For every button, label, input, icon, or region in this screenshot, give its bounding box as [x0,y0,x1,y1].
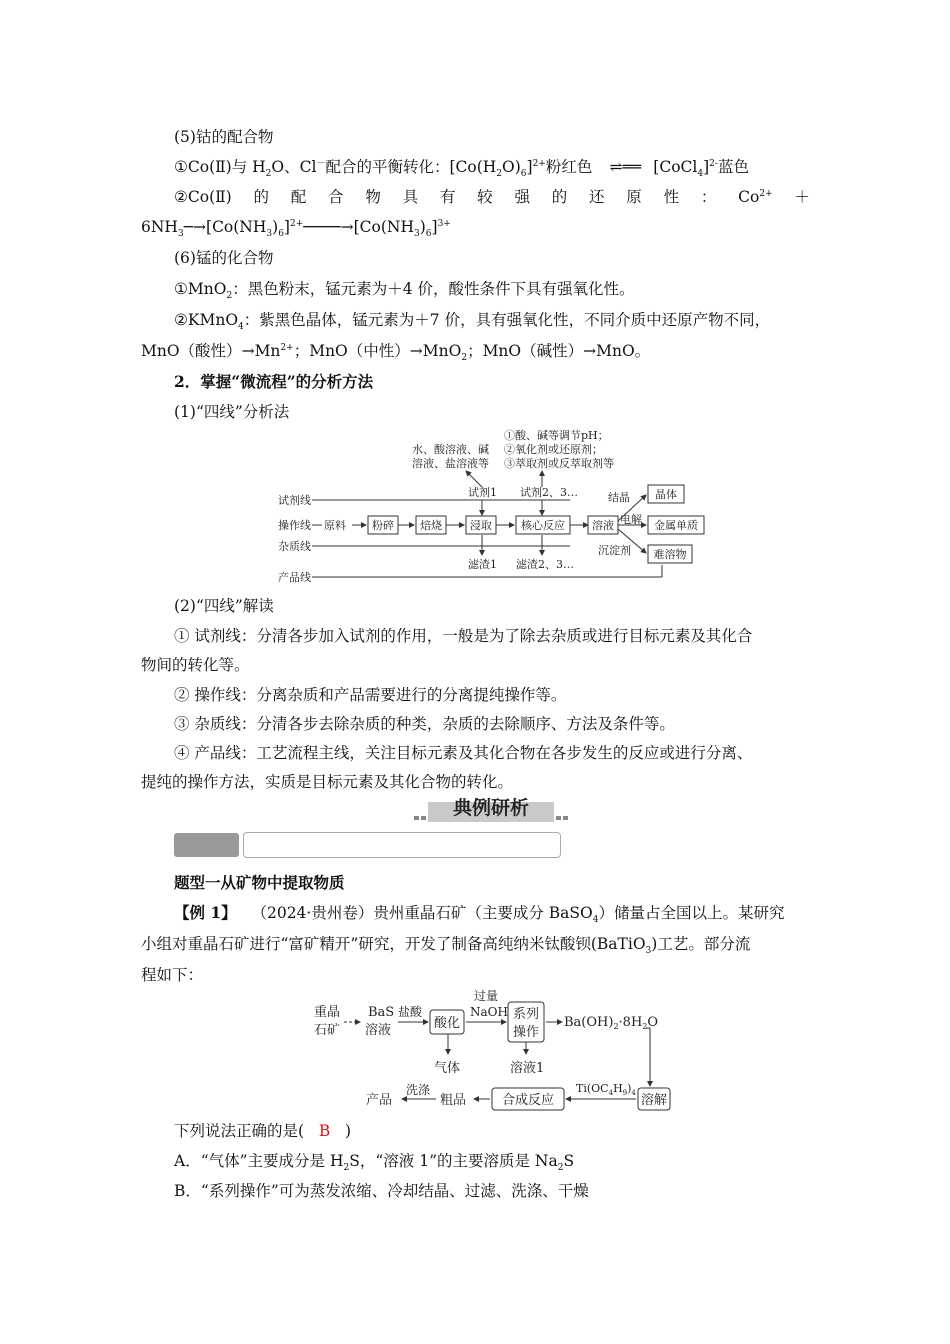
cobalt-reaction: $6NH_3─\to[Co(NH_3)_6]^{2+}────\to[Co(NH_3)_6]^{3+}$ [141,218,451,240]
question-type-bar [174,832,560,858]
series-label-2: 操作 [512,1025,540,1040]
step-crush: 粉碎 [372,519,394,532]
type-box [243,832,561,858]
dissolve-label: 溶解 [640,1093,668,1108]
line-label-reagent: 试剂线 [278,494,311,507]
example-line-1: 【例 1】 （2024·贵州卷）贵州重晶石矿（主要成分 BaSO$_4$）储量占全国以上。某研究 [174,903,785,926]
question-type-title: 题型一从矿物中提取物质 [174,873,345,892]
crude-label: 粗品 [440,1093,467,1108]
raw-material-label: 原料 [324,519,346,532]
slag1-label: 滤渣1 [468,558,497,571]
step-solution: 溶液 [592,519,614,532]
left-note-line2: 溶液、盐溶液等 [412,457,489,470]
product1-label: $Ba(OH)_2\cdot 8H_2O$ [564,1015,659,1031]
branch-precipitant: 沉淀剂 [598,544,631,557]
reagent-line-para-1: ① 试剂线：分清各步加入试剂的作用，一般是为了除去杂质或进行目标元素及其化合 [174,627,753,645]
product-line-para-2: 提纯的操作方法，实质是目标元素及其化合物的转化。 [141,773,514,791]
line-label-product: 产品线 [278,571,311,584]
product-crystal: 晶体 [655,488,677,501]
cobalt-l2-token: $Co^{2+}$ [738,188,773,206]
wash-label: 洗涤 [406,1083,431,1097]
final-product-label: 产品 [366,1093,393,1108]
product-line-para-1: ④ 产品线：工艺流程主线，关注目标元素及其化合物在各步发生的反应或进行分离、 [174,744,753,762]
section2-title: 2．掌握“微流程”的分析方法 [174,372,374,391]
bas-label-1: BaS [368,1005,395,1020]
right-note-line1: ①酸、碱等调节pH； [504,429,609,442]
cobalt-l2-token: ： [700,188,717,206]
ore-label-2: 石矿 [314,1023,341,1038]
cobalt-l2-token: 较 [477,188,493,206]
naoh-label-1: 过量 [474,989,499,1003]
cobalt-l2-token: 原 [626,188,642,206]
four-lines-method-heading: (1)“四线”分析法 [174,403,290,421]
reagent-line-para-2: 物间的转化等。 [141,656,250,674]
bas-label-2: 溶液 [365,1023,392,1038]
manganese-heading: (6)锰的化合物 [174,249,274,267]
question-stem: 下列说法正确的是( B ) [174,1122,352,1140]
four-lines-interpretation-heading: (2)“四线”解读 [174,597,274,615]
example-line-3: 程如下： [141,966,204,984]
operation-line-para: ② 操作线：分离杂质和产品需要进行的分离提纯操作等。 [174,686,567,704]
cobalt-l2-token: 有 [439,188,456,206]
cobalt-l2-token: 的 [551,188,568,206]
ti-reagent-label: $Ti(OC_4H_9)_4$ [576,1082,636,1097]
solution1-label: 溶液1 [510,1061,545,1076]
slag2-label: 滤渣2、3… [516,558,574,571]
step-roast: 焙烧 [420,519,442,532]
synthesis-label: 合成反应 [501,1093,555,1108]
cobalt-equilibrium: ①Co(Ⅱ)与 $H_2O$、Cl－配合的平衡转化：$[Co(H_2O)_6]^{2+}$粉红色 ⇌══ [CoCl$_4$]$^{2-}$蓝色 [174,158,749,180]
product-precipitate: 难溶物 [653,548,687,561]
acidify-label: 酸化 [433,1016,461,1031]
type-tab [174,833,239,857]
arrow-icon: → [583,342,597,360]
cobalt-l2-token: 性 [663,188,680,206]
equilibrium-arrow-icon: ⇌══ [609,158,642,176]
cobalt-l2-token: 合 [328,188,344,206]
impurity-line-para: ③ 杂质线：分清各步去除杂质的种类，杂质的去除顺序、方法及条件等。 [174,715,675,733]
four-lines-flow-diagram [270,425,710,590]
cobalt-l2-token: 具 [402,188,419,206]
cobalt-l2-token: 还 [589,188,605,206]
answer: B [318,1122,331,1140]
cobalt-l2-token: 的 [253,188,269,206]
step-leach: 浸取 [470,519,492,532]
left-note-line1: 水、酸溶液、碱 [412,443,489,456]
example-line-2: 小组对重晶石矿进行“富矿精开”研究，开发了制备高纯纳米钛酸钡(BaTiO$_3$)工艺。部分流 [141,935,751,957]
reagent2-label: 试剂2、3… [520,486,578,499]
cobalt-heading: (5)钴的配合物 [174,128,274,146]
branch-electrolysis: 电解 [620,513,642,526]
line-label-impurity: 杂质线 [278,540,311,553]
product-metal: 金属单质 [654,519,698,532]
line-label-operation: 操作线 [278,519,311,532]
arrow-icon: → [409,342,423,360]
cobalt-l2-token: 配 [290,188,307,206]
cobalt-l2-token: ②Co(Ⅱ) [174,188,232,206]
long-arrow-icon: ────→ [303,218,354,236]
step-core-reaction: 核心反应 [521,519,565,532]
cobalt-reduction-line [174,187,810,207]
cobalt-l2-token: 物 [365,188,381,206]
gas-label: 气体 [434,1061,461,1076]
reagent1-label: 试剂1 [468,486,497,499]
arrow-icon: ─→ [183,218,207,236]
ore-label-1: 重晶 [314,1005,341,1020]
right-note-line2: ②氧化剂或还原剂； [504,443,603,456]
section-banner [412,796,570,824]
right-note-line3: ③萃取剂或反萃取剂等 [504,457,614,470]
kmno4-line: ②KMnO$_4$：紫黑色晶体，锰元素为＋7 价，具有强氧化性，不同介质中还原产物不同， [174,311,771,333]
hcl-label: 盐酸 [398,1005,423,1019]
reduction-products-line: MnO（酸性）$\to Mn^{2+}$；MnO（中性）→MnO$_2$；MnO（碱性）→MnO。 [141,342,651,364]
arrow-icon: → [241,342,255,360]
banner-title: 典例研析 [452,797,529,819]
naoh-label-2: NaOH [470,1005,508,1019]
branch-crystallize: 结晶 [608,491,630,504]
option-b: B．“系列操作”可为蒸发浓缩、冷却结晶、过滤、洗涤、干燥 [174,1182,589,1200]
option-a: A．“气体”主要成分是 $H_2S$，“溶液 1”的主要溶质是 $Na_2S$ [174,1152,575,1174]
cobalt-l2-token: 强 [514,188,530,206]
series-label-1: 系列 [512,1007,540,1022]
process-flow-diagram [310,988,680,1114]
cobalt-l2-token: ＋ [794,188,810,206]
mno2-line: ①MnO$_2$：黑色粉末，锰元素为＋4 价，酸性条件下具有强氧化性。 [174,280,635,302]
